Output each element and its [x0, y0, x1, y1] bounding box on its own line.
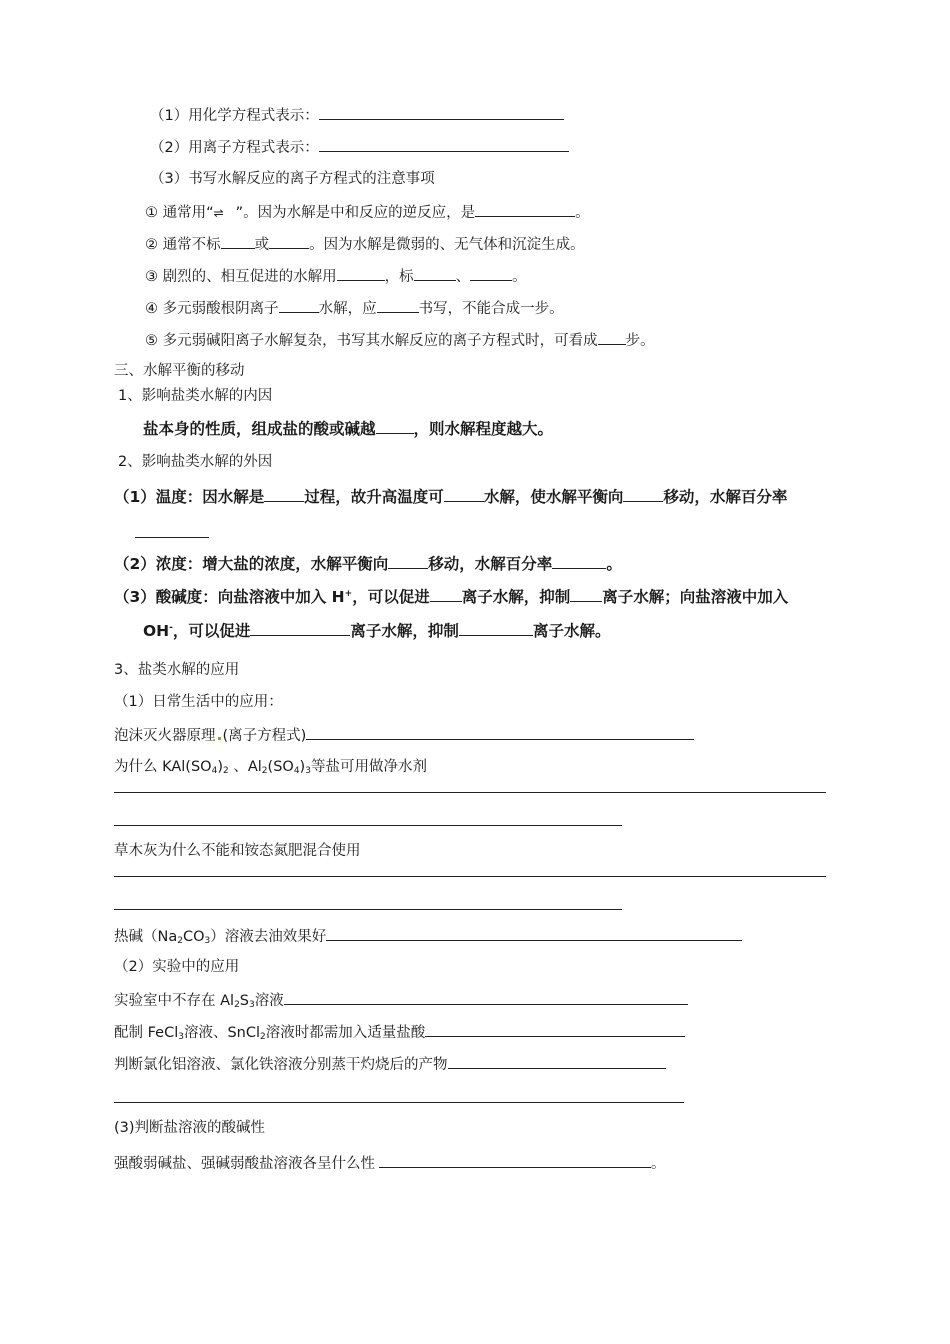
q-salt-nature	[114, 1152, 666, 1174]
fecl3-a: 配制 FeCl	[114, 1025, 179, 1041]
heading-external-cause: 2、影响盐类水解的外因	[118, 454, 273, 470]
blank-note-2b[interactable]	[269, 233, 309, 249]
temp-text-d: 移动，水解百分率	[663, 488, 788, 506]
answer-line-ash-2[interactable]	[114, 909, 622, 910]
al2s3-c: 溶液	[254, 993, 284, 1009]
temp-text-c: 水解，使水解平衡向	[483, 488, 624, 506]
conc-text-c: 。	[606, 555, 622, 573]
conc-text-b: 移动，水解百分率	[428, 555, 553, 573]
alum-d: (SO	[267, 759, 294, 775]
foam-text-b: (离子方程式)	[222, 728, 307, 744]
blank-conc-1[interactable]	[388, 553, 428, 569]
note-3-text-d: 。	[512, 269, 527, 285]
blank-al2s3[interactable]	[284, 989, 688, 1005]
fecl3-c: 溶液时都需加入适量盐酸	[265, 1025, 426, 1041]
evaporate-text: 判断氯化铝溶液、氯化铁溶液分别蒸干灼烧后的产物	[114, 1057, 448, 1073]
blank-evaporate[interactable]	[448, 1053, 666, 1069]
note-1-text-b: ”。因为水解是中和反应的逆反应，是	[235, 205, 476, 221]
soda-sub2: 3	[204, 936, 211, 946]
note-3	[145, 265, 527, 287]
q-al2s3	[114, 989, 688, 1011]
internal-text-b: ，则水解程度越大。	[413, 420, 554, 438]
answer-line-alum-2[interactable]	[114, 825, 622, 826]
note-4-text-c: 书写，不能合成一步。	[418, 301, 564, 317]
blank-acid-1[interactable]	[430, 586, 462, 602]
q-alum	[114, 757, 427, 777]
note-3-text-b: ，标	[384, 269, 414, 285]
answer-line-ash-1[interactable]	[114, 876, 826, 877]
para-internal-cause	[143, 418, 553, 439]
soda-c: ）溶液去油效果好	[210, 929, 327, 945]
blank-ion-equation[interactable]	[319, 136, 569, 152]
base-text-b: ，可以促进	[172, 622, 251, 640]
blank-note-4a[interactable]	[279, 297, 319, 313]
heading-applications: 3、盐类水解的应用	[114, 662, 240, 678]
note-1	[145, 201, 590, 223]
blank-temp-2[interactable]	[444, 486, 484, 502]
subheading-acidity: (3)判断盐溶液的酸碱性	[114, 1120, 266, 1136]
base-text-c: 离子水解，抑制	[350, 622, 459, 640]
soda-sub1: 2	[177, 936, 183, 946]
answer-line-alum-1[interactable]	[114, 792, 826, 793]
line-ion-equation	[150, 136, 569, 158]
blank-note-5[interactable]	[598, 329, 626, 345]
blank-temp-3[interactable]	[623, 486, 663, 502]
fecl3-sub1: 3	[178, 1032, 184, 1042]
item-acidity	[114, 586, 788, 607]
line-chem-equation	[150, 104, 564, 126]
salt-text: 强酸弱碱盐、强碱弱酸盐溶液各呈什么性	[114, 1156, 375, 1172]
alum-sub1: 4	[211, 766, 218, 776]
blank-chem-equation[interactable]	[319, 104, 564, 120]
al2s3-sub1: 2	[234, 1000, 240, 1010]
al2s3-sub2: 3	[249, 1000, 255, 1010]
blank-note-3b[interactable]	[414, 265, 456, 281]
blank-fecl3[interactable]	[425, 1021, 685, 1037]
blank-conc-2[interactable]	[552, 553, 606, 569]
alum-f: 等盐可用做净水剂	[310, 759, 427, 775]
blank-note-3a[interactable]	[337, 265, 385, 281]
fecl3-b: 溶液、SnCl	[183, 1025, 261, 1041]
note-1-text-c: 。	[575, 205, 590, 221]
subheading-lab: （2）实验中的应用	[114, 959, 240, 975]
alum-sub4: 4	[293, 766, 300, 776]
q-evaporate	[114, 1053, 666, 1075]
note-2-text-c: 。因为水解是微弱的、无气体和沉淀生成。	[309, 237, 585, 253]
alum-sub3: 2	[261, 766, 268, 776]
note-5-text-b: 步。	[625, 333, 655, 349]
blank-note-2a[interactable]	[221, 233, 255, 249]
acid-text-c: 离子水解，抑制	[461, 588, 571, 606]
label-ion-equation: （2）用离子方程式表示：	[150, 140, 319, 156]
note-1-text-a: ① 通常用“	[145, 205, 214, 221]
alum-c: 、Al	[228, 759, 262, 775]
base-text-d: 离子水解。	[532, 622, 611, 640]
temp-text-a: （1）温度：因水解是	[114, 488, 265, 506]
note-5	[145, 329, 655, 351]
conc-text-a: （2）浓度：增大盐的浓度，水解平衡向	[114, 555, 389, 573]
base-text-a: OH	[143, 622, 170, 640]
label-chem-equation: （1）用化学方程式表示：	[150, 108, 319, 124]
al2s3-a: 实验室中不存在 Al	[114, 993, 235, 1009]
blank-acid-2[interactable]	[570, 586, 602, 602]
note-3-text-a: ③ 剧烈的、相互促进的水解用	[145, 269, 337, 285]
blank-base-1[interactable]	[250, 620, 350, 636]
blank-internal[interactable]	[376, 418, 414, 434]
note-2-text-a: ② 通常不标	[145, 237, 221, 253]
item-temperature	[114, 486, 787, 507]
acid-text-a: （3）酸碱度：向盐溶液中加入 H	[114, 588, 345, 606]
alum-e: )	[299, 759, 306, 775]
blank-soda[interactable]	[326, 925, 742, 941]
base-sup: -	[169, 623, 173, 633]
note-2	[145, 233, 585, 255]
blank-note-1[interactable]	[475, 201, 575, 217]
blank-base-2[interactable]	[459, 620, 533, 636]
soda-b: CO	[182, 929, 205, 945]
alum-a: 为什么 KAl(SO	[114, 759, 212, 775]
q-hot-soda	[114, 925, 742, 947]
blank-salt[interactable]	[379, 1152, 651, 1168]
fecl3-sub2: 2	[260, 1032, 266, 1042]
soda-a: 热碱（Na	[114, 929, 178, 945]
equilibrium-arrow-icon: ⇌	[213, 206, 223, 220]
acid-text-d: 离子水解；向盐溶液中加入	[602, 588, 789, 606]
acid-text-b: ，可以促进	[352, 588, 430, 606]
q-fecl3	[114, 1021, 685, 1043]
q-foam-extinguisher	[114, 724, 694, 746]
marker-dot	[218, 737, 221, 740]
note-5-text-a: ⑤ 多元弱碱阳离子水解复杂，书写其水解反应的离子方程式时，可看成	[145, 333, 598, 349]
alum-b: )	[217, 759, 223, 775]
blank-note-4b[interactable]	[377, 297, 419, 313]
alum-sub5: 3	[305, 766, 311, 776]
heading-internal-cause: 1、影响盐类水解的内因	[118, 388, 273, 404]
note-4	[145, 297, 564, 319]
q-plant-ash: 草木灰为什么不能和铵态氮肥混合使用	[114, 843, 361, 859]
section3-title: 三、水解平衡的移动	[114, 363, 245, 379]
note-4-text-b: 水解，应	[318, 301, 377, 317]
line-notes-heading	[150, 169, 435, 189]
answer-line-evaporate[interactable]	[114, 1102, 684, 1103]
temp-text-b: 过程，故升高温度可	[304, 488, 444, 506]
alum-sub2: 2	[223, 766, 229, 776]
note-4-text-a: ④ 多元弱酸根阴离子	[145, 301, 279, 317]
subheading-daily: （1）日常生活中的应用：	[114, 694, 283, 710]
salt-end: 。	[651, 1156, 666, 1172]
internal-text-a: 盐本身的性质，组成盐的酸或碱越	[143, 420, 376, 438]
acid-sup: +	[344, 589, 353, 599]
notes-heading: （3）书写水解反应的离子方程式的注意事项	[150, 171, 435, 187]
note-3-text-c: 、	[455, 269, 471, 285]
blank-note-3c[interactable]	[470, 265, 512, 281]
item-concentration	[114, 553, 622, 574]
note-2-text-b: 或	[254, 237, 270, 253]
foam-text-a: 泡沫灭火器原理	[114, 728, 216, 744]
al2s3-b: S	[239, 993, 250, 1009]
blank-temp-1[interactable]	[264, 486, 304, 502]
blank-temp-4[interactable]	[135, 537, 209, 538]
item-acidity-cont	[143, 620, 610, 641]
blank-foam[interactable]	[306, 724, 694, 740]
